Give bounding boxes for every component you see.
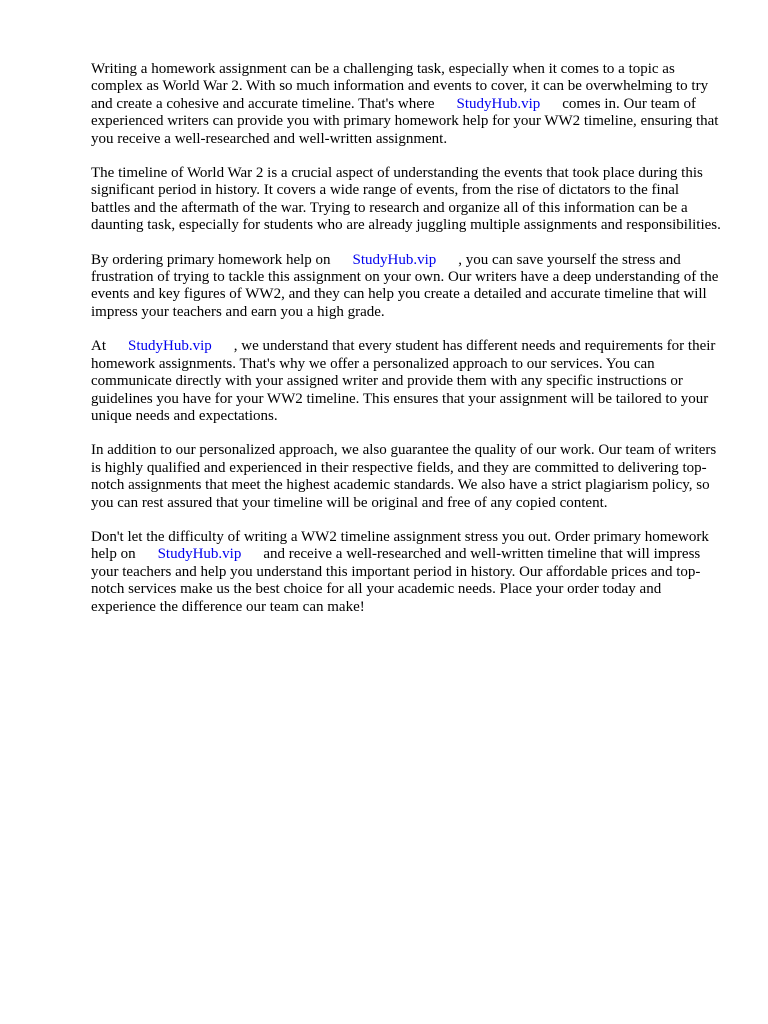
paragraph-text: Writing a homework assignment can be a challenging task, especially when it comes to a topic as complex as World War 2. With so much information and events to cover, it can be overwhelming to try and create a cohesive and accurate timeline. That's where [91,61,709,112]
document-body [91,61,721,633]
paragraph-text: In addition to our personalized approach, we also guarantee the quality of our work. Our team of writers is highly qualified and experienced in their respective fields, and they are committed to delivering top-notch assignments that meet the highest academic standards. We also have a strict plagiarism policy, so you can rest assured that your timeline will be original and free of any copied content. [91,442,717,511]
paragraph-text: Don't let the difficulty of writing a WW2 timeline assignment stress you out. Order primary homework help on [91,528,709,563]
paragraph-text: and receive a well-researched and well-written timeline that will impress your teachers and help you understand this important period in history. Our affordable prices and top-notch services make us the best choice for all your academic needs. Place your order today and experience the difference our team can make! [91,546,701,615]
paragraph-closing [91,529,721,616]
studyhub-link[interactable]: StudyHub.vip [128,338,212,355]
paragraph-text: , we understand that every student has different needs and requirements for their homework assignments. That's why we offer a personalized approach to our services. You can communicate directly with your assigned writer and provide them with any specific instructions or guidelines you have for your WW2 timeline. This ensures that your assignment will be tailored to your unique needs and expectations. [91,338,716,424]
studyhub-link[interactable]: StudyHub.vip [352,251,437,268]
paragraph-text: The timeline of World War 2 is a crucial aspect of understanding the events that took place during this significant period in history. It covers a wide range of events, from the rise of dictators to the final battles and the aftermath of the war. Trying to research and organize all of this information can be a daunting task, especially for students who are already juggling multiple assignments and responsibilities. [91,165,721,234]
paragraph-ordering [91,252,721,322]
paragraph-text: , you can save yourself the stress and frustration of trying to tackle this assignment on your own. Our writers have a deep understanding of the events and key figures of WW2, and they can help you create a detailed and accurate timeline that will impress your teachers and earn you a high grade. [91,251,719,320]
paragraph-quality [91,442,721,512]
studyhub-link[interactable]: StudyHub.vip [456,95,541,112]
paragraph-text: By ordering primary homework help on [91,251,331,268]
paragraph-timeline-importance [91,165,721,235]
paragraph-text: comes in. Our team of experienced writers can provide you with primary homework help for your WW2 timeline, ensuring that you receive a well-researched and well-written assignment. [91,95,719,147]
studyhub-link[interactable]: StudyHub.vip [157,546,242,563]
paragraph-intro [91,61,721,148]
paragraph-personalized [91,338,721,425]
paragraph-text: At [91,338,106,355]
